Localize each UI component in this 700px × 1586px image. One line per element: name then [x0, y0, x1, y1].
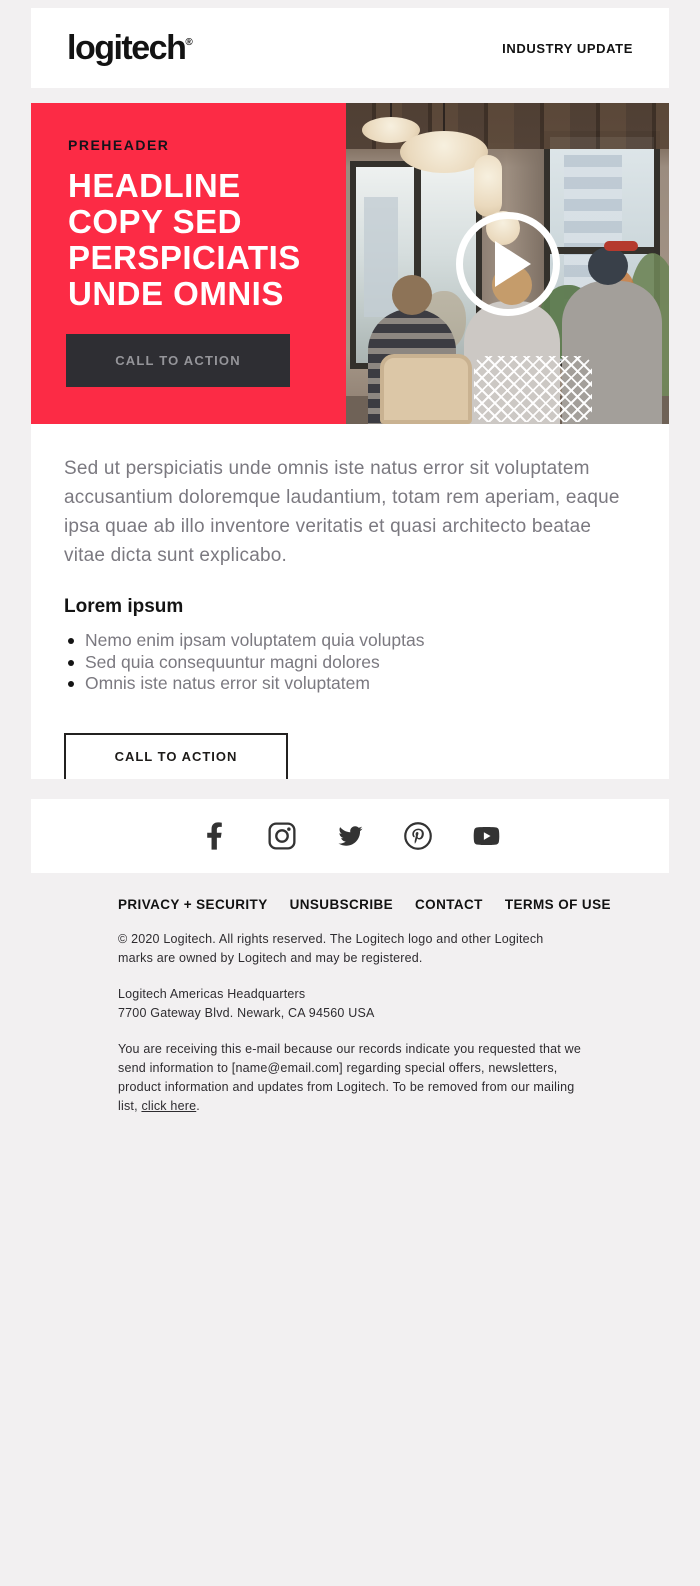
headline-line: PERSPICIATIS — [68, 239, 301, 276]
bullet-list — [64, 630, 636, 695]
youtube-icon[interactable] — [469, 820, 503, 852]
footer-link-terms[interactable]: TERMS OF USE — [504, 897, 611, 912]
body-cta-button[interactable]: CALL TO ACTION — [64, 733, 288, 780]
footer-link-contact[interactable]: CONTACT — [415, 897, 483, 912]
registered-mark: ® — [185, 37, 193, 48]
twitter-icon[interactable] — [333, 820, 367, 852]
copyright-text: © 2020 Logitech. All rights reserved. The Logitech logo and other Logitech marks are owned by Logitech and may be registered. — [118, 932, 544, 965]
headline-line: COPY SED — [68, 203, 242, 240]
chair-graphic — [474, 356, 592, 422]
body-paragraph: Sed ut perspiciatis unde omnis iste natus error sit voluptatem accusantium doloremque laudantium, totam rem aperiam, eaque ipsa quae ab illo inventore veritatis et quasi architecto beatae vitae dicta sunt explicabo. — [64, 458, 620, 566]
list-item: Omnis iste natus error sit voluptatem — [64, 673, 636, 695]
headline-line: HEADLINE — [68, 167, 241, 204]
body-subheading: Lorem ipsum — [64, 596, 184, 617]
social-bar — [31, 799, 669, 873]
preheader-label: PREHEADER — [68, 137, 170, 153]
pinterest-icon[interactable] — [401, 820, 435, 852]
play-button-icon[interactable] — [456, 212, 560, 316]
footer-link-privacy[interactable]: PRIVACY + SECURITY — [118, 897, 268, 912]
pendant-lamp-graphic — [474, 155, 502, 217]
header-edition-label: INDUSTRY UPDATE — [502, 40, 633, 56]
chair-graphic — [380, 354, 472, 424]
list-item: Sed quia consequuntur magni dolores — [64, 652, 636, 674]
logo-wordmark: logitech — [67, 29, 186, 67]
video-thumbnail[interactable] — [346, 103, 669, 424]
address-text: Logitech Americas Headquarters 7700 Gateway Blvd. Newark, CA 94560 USA — [118, 987, 375, 1020]
facebook-icon[interactable] — [197, 820, 231, 852]
footer-link-unsubscribe[interactable]: UNSUBSCRIBE — [289, 897, 394, 912]
hero-text-panel — [31, 103, 346, 424]
hero-section — [31, 103, 669, 424]
list-item: Nemo enim ipsam voluptatem quia voluptas — [64, 630, 636, 652]
footer-links — [118, 896, 611, 913]
permission-text: You are receiving this e-mail because our records indicate you requested that we send information to [name@email.com] regarding special offers, newsletters, product information and updates from Logitech. To be removed from our mailing list, click here. — [118, 1042, 582, 1113]
instagram-icon[interactable] — [265, 820, 299, 852]
email-footer — [118, 873, 611, 1116]
hero-cta-button[interactable]: CALL TO ACTION — [66, 334, 290, 387]
headline-line: UNDE OMNIS — [68, 275, 284, 312]
email-container — [31, 0, 669, 1116]
email-header — [31, 8, 669, 88]
unsubscribe-inline-link[interactable]: click here — [141, 1099, 197, 1113]
logitech-logo[interactable] — [67, 31, 193, 65]
hero-headline — [68, 168, 328, 312]
body-section — [31, 424, 669, 779]
